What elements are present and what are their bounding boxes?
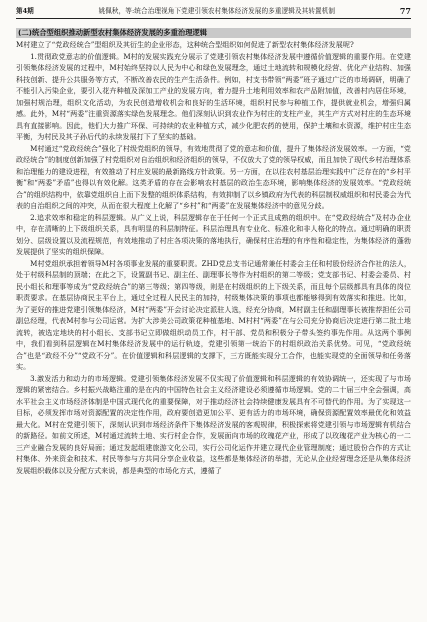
- paragraph: 1.贯彻政党意志的价值逻辑。M村的发展实践充分展示了党建引领农村集体经济发展中遵循价值逻辑的重要作用。在党建引领集体经济发展的过程中，M村始终坚持以人民为中心和绿色发展理念，通过土地流转和规模化经营、优化产业结构、加强科技创新、提升公共服务等方式，不断改善农民的生产生活条件。例如，村支书带领“两委”班子通过广泛的市场调研，明确了不能引入污染企业，要引入花卉种植及深加工产业的发展方向，着力提升土地利用效率和农产品附加值，改善村内居住环境，加强村规治理，组织文化活动，为农民创造增收机会和良好的生活环境，组织村民参与种植工作，提供就业机会，增强归属感。此外，M村“两委”注重资源落实绿色发展理念。他们深刻认识到农业作为村庄的支柱产业，其生产方式对村庄的生态环境具有直接影响。因此，他们大力推广环保、可持续的农业种植方式，减少化肥农药的使用，保护土壤和水资源，维护村庄生态平衡，为村民及其子孙后代的永续发展打下了坚实的基础。: [16, 51, 411, 141]
- paragraph: M村通过“党政经统合”强化了村级党组织的领导，有效地贯彻了党的意志和价值，提升了集体经济发展效率。一方面，“党政经统合”的制度创新加强了村党组织对自治组织和经济组织的领导，不仅放大了党的领导权威，而且加快了现代乡村治理体系和治理能力的建设进程，有效推动了村庄发展的最新路线方针政策。另一方面，在以往农村基层治理实践中广泛存在的“乡村平衡”和“两委”矛盾”也得以有效化解。这类矛盾的存在会影响农村基层的政治生态环境，影响集体经济的发展效率。“党政经统合”的组织结构中，依靠党组织自上而下发整的组织体系结构，有效抑制了以乡镇政府为代表的科层制权威组织和村民委会为代表的自治组织之间的冲突，从而在很大程度上化解了“乡村”和“两委”在发展集体经济中的意见分歧。: [16, 143, 411, 210]
- issue-number: 第4期: [16, 7, 34, 15]
- running-header: [16, 7, 411, 19]
- paragraph: 2.追求效率和稳定的科层逻辑。从广义上说，科层逻辑存在于任何一个正式且成熟的组织中。在“党政经统合”及村办企业中，存在清晰的上下级组织关系，具有明显的科层制特征。科层治理具有专业化、标准化和非人格化的特点。通过明确的职责划分、层级设置以及流程规范，有效地推动了村庄各项决策的落地执行，确保村庄治理的有序性和稳定性，为集体经济的蓬勃发展提供了坚实的组织保障。: [16, 212, 411, 256]
- page-number: 77: [399, 6, 411, 16]
- paragraph: M村党组织承担着领导M村各项事业发展的重要职责。ZHD党总支书记通常兼任村委会主任和村股份经济合作社的法人，处于村级科层制的顶端；在此之下，设置副书记、副主任、副理事长等作为村组织的第二等级；党支部书记、村委会委员、村民小组长和理事等成为“党政经统合”的第三等级；第四等级，则是在村级组织的上下级关系，而且每个层级都具有具体的岗位职责要求。在基层协商民主平台上，通过全过程人民民主的加持，村级集体决策的事项也都能够得到有效落实和推进。比如，为了更好的推进党建引领集体经济，M村“两委”开会讨论决定派驻人选，经充分协商，M村副主任和副理事长被推荐担任公司副总经理，代表M村参与公司运营。为扩大涉美公司政策花种植基地、M村村“两委”在与公司充分协商后决定进行第二批土地流转，被选定地块的村小组长、支部书记立即做组织动员工作，村干部、党员和积极分子带头签约事先作用。从这两个事例中，我们看到科层逻辑在M村集体经济发展中的运行轨迹，党建引领第一统治下的村组织政治关系优势。可见，“党政经统合”也是“政经不分”“党政不分”。在价值逻辑和科层逻辑的支撑下，三方既能实现分工合作，也能实现党的全面领导和任务落实。: [16, 258, 411, 371]
- running-title: 姚佩秋，等:统合治理视角下党建引领农村集体经济发展的多重逻辑及其转置机制: [98, 7, 336, 15]
- paragraph: 3.激发活力和动力的市场逻辑。党建引领集体经济发展不仅实现了价值逻辑和科层逻辑的有效协调统一，还实现了与市场逻辑的紧密结合。乡村振兴战略注重的是在内的中国特色社会主义经济建设必须遵循市场逻辑。党的二十届三中全会强调，高水平社会主义市场经济体制是中国式现代化的重要保障，对于推动经济社会持续健康发展具有不可替代的作用。为了实现这一目标，必须发挥市场对资源配置的决定性作用，政府要创造更加公平、更有活力的市场环境，确保资源配置效率最优化和效益最大化。M村在党建引领下，深刻认识到市场经济条件下集体经济发展的客观规律，积极探索将党建引领与市场逻辑有机结合的新路径。如前文所述，M村通过流转土地、实行村企合作，发展面向市场的玫瑰花产业，形成了以玫瑰花产业为核心的一二三产业融合发展的良好局面；通过发起组建旅游文化公司，实行公司化运作并建立现代企业管理制度；通过股份合作的方式让村集体、外来资金和技术、村民等参与方共同分享企业收益，这些都是集体经济的举措，无论从企业经营理念还是从集体经济发展组织载体以及分配方式来说，都是典型的市场化方式，遵循了: [16, 373, 411, 475]
- paragraph: M村建立了“党政经统合”型组织及其衍生的企业形态，这种统合型组织如何促进了新型农村集体经济发展呢?: [16, 40, 354, 49]
- section-heading: (二)统合型组织推动新型农村集体经济发展的多重治理逻辑: [16, 28, 411, 38]
- body-text: [16, 39, 411, 476]
